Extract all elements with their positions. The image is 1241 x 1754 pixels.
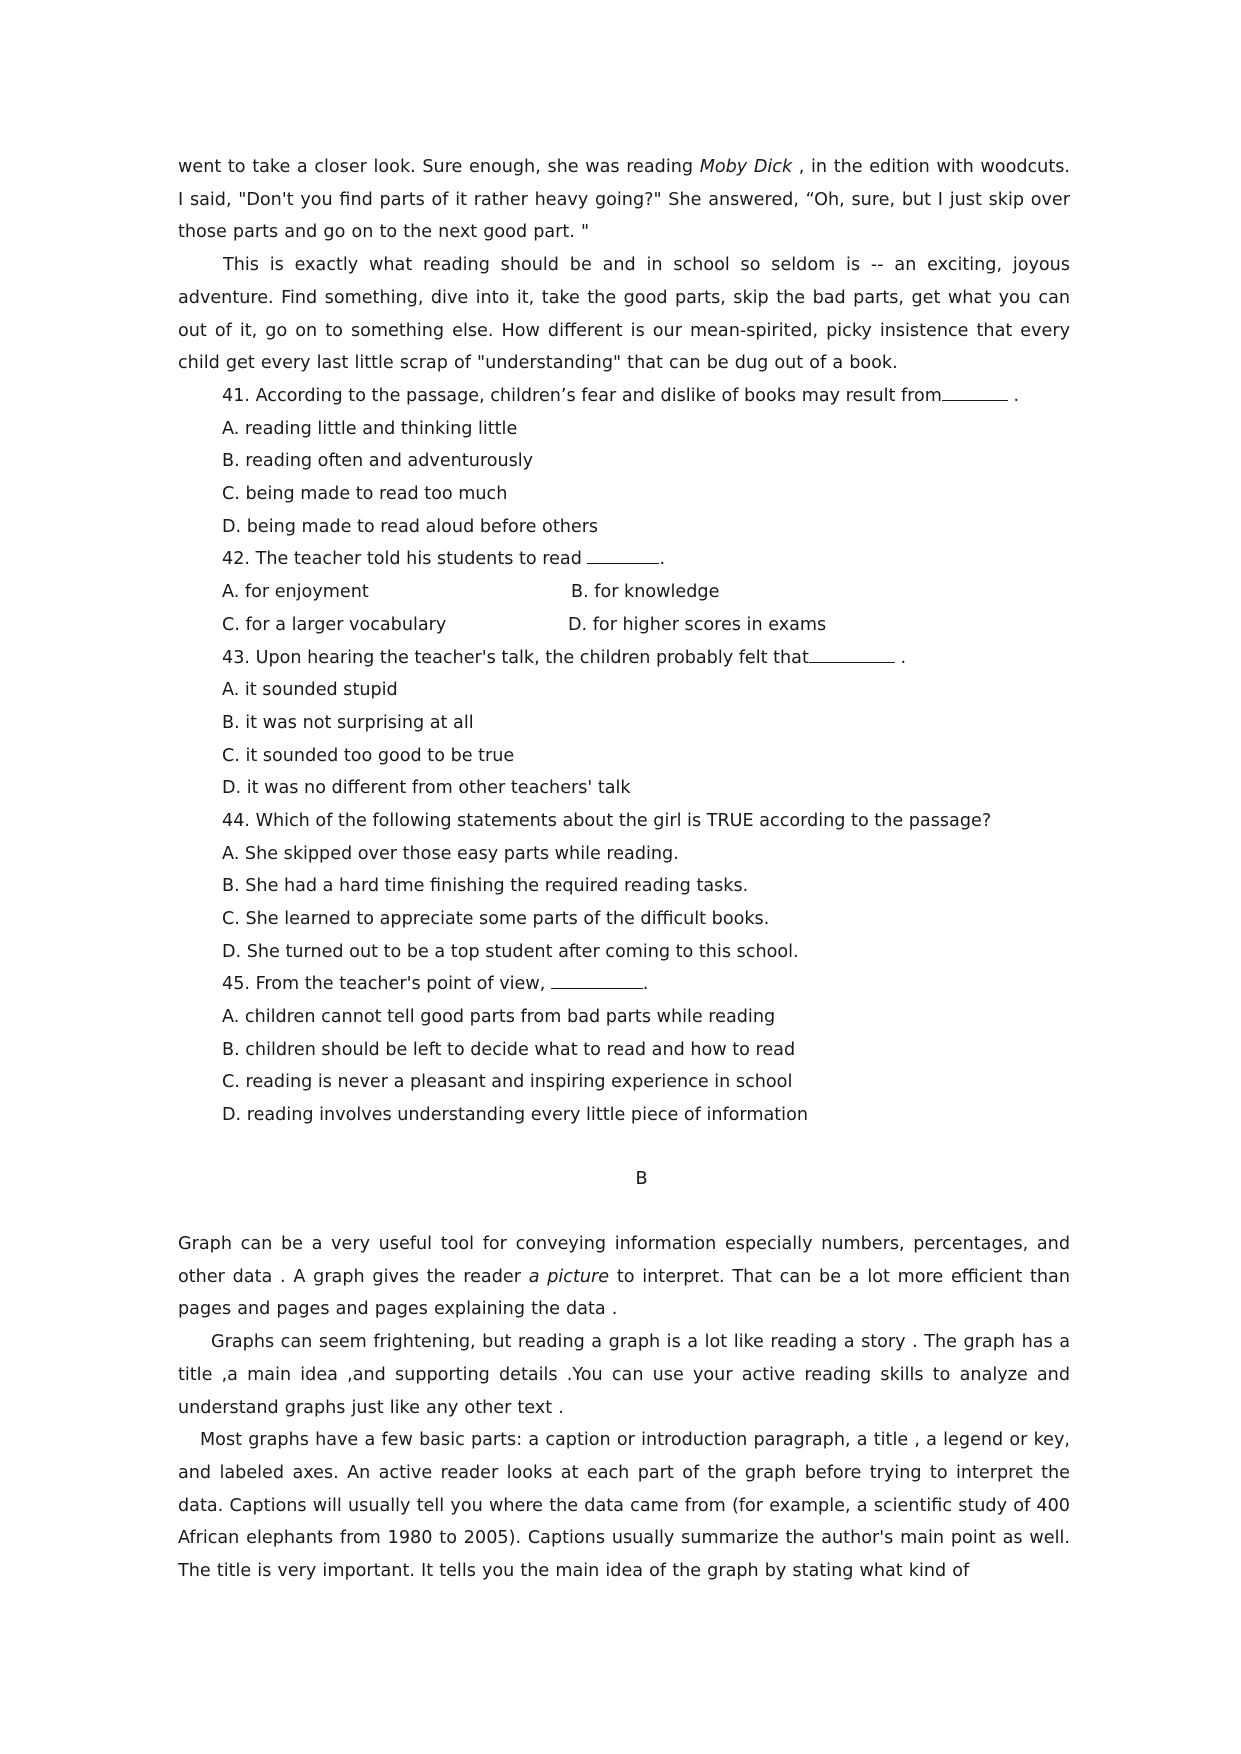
paragraph-text: Graph can be a very useful tool for conveying information especially numbers, percentages, and other data . A graph gives the reader (178, 1234, 1070, 1287)
question-43-option: B. it was not surprising at all (222, 712, 474, 733)
question-42-option: D. for higher scores in exams (568, 614, 827, 635)
question-41-option: A. reading little and thinking little (222, 418, 518, 439)
question-41-stem: 41. According to the passage, children’s fear and dislike of books may result from . (222, 380, 1070, 413)
paragraph-text: , in the edition with woodcuts. I said, "Don't you find parts of it rather heavy going?" She answered, “Oh, sure, but I just skip over those parts and go on to the next good part. " (178, 157, 1070, 243)
section-b-heading: B (635, 1169, 648, 1189)
question-41-option: C. being made to read too much (222, 484, 508, 505)
italic-phrase: a picture (528, 1266, 610, 1287)
question-45-option: A. children cannot tell good parts from bad parts while reading (222, 1007, 776, 1028)
answer-blank (587, 546, 659, 564)
paragraph-text: went to take a closer look. Sure enough, she was reading (178, 157, 700, 177)
question-43-option: C. it sounded too good to be true (222, 745, 515, 766)
question-42-stem: 42. The teacher told his students to read . (222, 543, 1070, 576)
question-43-option: D. it was no different from other teachers' talk (222, 778, 631, 799)
passage-b-paragraph-2: Graphs can seem frightening, but reading a graph is a lot like reading a story . The graph has a title ,a main idea ,and supporting details .You can use your active reading skills to analyze and understand graphs just like any other text . (178, 1332, 1070, 1418)
question-44-option: A. She skipped over those easy parts while reading. (222, 843, 679, 864)
question-41-option: D. being made to read aloud before others (222, 516, 599, 537)
question-44-option: B. She had a hard time finishing the required reading tasks. (222, 876, 749, 897)
question-44-option: C. She learned to appreciate some parts of the difficult books. (222, 909, 770, 929)
passage-b-paragraph-3: Most graphs have a few basic parts: a caption or introduction paragraph, a title , a legend or key, and labeled axes. An active reader looks at each part of the graph before trying to interpret the data. Captions will usually tell you where the data came from (for example, a scientific study of 400 African elephants from 1980 to 2005). Captions usually summarize the author's main point as well. The title is very important. It tells you the main idea of the graph by stating what kind of (178, 1430, 1070, 1582)
question-42-options-row-2 (222, 609, 1070, 642)
question-45-option: C. reading is never a pleasant and inspiring experience in school (222, 1072, 793, 1093)
passage-a-continuation (178, 151, 1070, 380)
paragraph-text: to interpret. That can be a lot more efficient than pages and pages and pages explaining the data . (178, 1266, 1070, 1320)
question-45-stem: 45. From the teacher's point of view, . (222, 968, 1070, 1001)
question-42-option: C. for a larger vocabulary (222, 614, 447, 635)
passage-a-paragraph-1 (178, 151, 1070, 249)
question-44-option: D. She turned out to be a top student after coming to this school. (222, 941, 799, 962)
answer-blank (942, 383, 1008, 401)
question-45-option: D. reading involves understanding every little piece of information (222, 1105, 808, 1126)
question-43-option: A. it sounded stupid (222, 680, 398, 701)
question-41-option: B. reading often and adventurously (222, 451, 534, 472)
passage-b-paragraph-1 (178, 1228, 1070, 1326)
question-42-option: A. for enjoyment (222, 582, 369, 603)
passage-b (178, 1228, 1070, 1588)
book-title: Moby Dick (699, 157, 793, 177)
questions-section (222, 380, 1070, 1132)
passage-a-paragraph-2: This is exactly what reading should be and in school so seldom is -- an exciting, joyous adventure. Find something, dive into it, take the good parts, skip the bad parts, get what you can out of it, go on to something else. How different is our mean-spirited, picky insistence that every child get every last little scrap of "understanding" that can be dug out of a book. (178, 255, 1070, 374)
question-44-stem: 44. Which of the following statements about the girl is TRUE according to the passage? (222, 810, 992, 831)
question-43-stem: 43. Upon hearing the teacher's talk, the children probably felt that . (222, 642, 1070, 675)
question-42-option: B. for knowledge (571, 582, 720, 603)
question-42-options-row-1 (222, 576, 1070, 609)
answer-blank (551, 971, 643, 989)
question-45-option: B. children should be left to decide what to read and how to read (222, 1039, 796, 1060)
answer-blank (809, 645, 895, 663)
